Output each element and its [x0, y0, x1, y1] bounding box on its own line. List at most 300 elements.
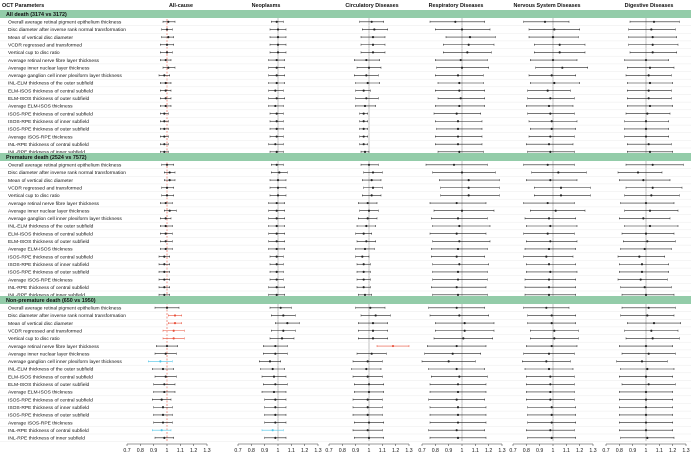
point-estimate: [364, 294, 366, 296]
x-tick-label: 0.8: [136, 448, 144, 454]
point-estimate: [645, 202, 647, 204]
point-estimate: [454, 21, 456, 23]
point-estimate: [369, 307, 371, 309]
column-header-4: Nervous System Diseases: [513, 3, 581, 9]
parameter-label: Disc diameter after inverse rank normal transformation: [8, 28, 126, 34]
parameter-label: Mean of vertical disc diameter: [8, 35, 73, 41]
point-estimate: [645, 391, 647, 393]
point-estimate: [553, 28, 555, 30]
point-estimate: [163, 74, 165, 76]
point-estimate: [363, 143, 365, 145]
point-estimate: [652, 51, 654, 53]
point-estimate: [163, 294, 165, 296]
point-estimate: [557, 171, 559, 173]
parameter-label: ISOS-RPE thickness of inner subfield: [8, 405, 90, 411]
point-estimate: [448, 360, 450, 362]
point-estimate: [163, 278, 165, 280]
point-estimate: [645, 59, 647, 61]
point-estimate: [645, 406, 647, 408]
point-estimate: [166, 28, 168, 30]
point-estimate: [163, 437, 165, 439]
point-estimate: [457, 414, 459, 416]
point-estimate: [286, 322, 288, 324]
point-estimate: [458, 263, 460, 265]
point-estimate: [650, 28, 652, 30]
point-estimate: [277, 44, 279, 46]
point-estimate: [559, 44, 561, 46]
point-estimate: [368, 383, 370, 385]
point-estimate: [653, 21, 655, 23]
point-estimate: [456, 113, 458, 115]
point-estimate: [553, 337, 555, 339]
point-estimate: [163, 151, 165, 153]
point-estimate: [367, 406, 369, 408]
parameter-label: Average ganglion cell inner plexiform layer thickness: [8, 217, 122, 223]
point-estimate: [280, 307, 282, 309]
point-estimate: [372, 322, 374, 324]
point-estimate: [367, 414, 369, 416]
point-estimate: [371, 179, 373, 181]
x-tick-label: 0.7: [325, 448, 333, 454]
x-tick-label: 1.1: [378, 448, 386, 454]
point-estimate: [277, 187, 279, 189]
point-estimate: [646, 113, 648, 115]
x-tick-label: 0.9: [445, 448, 453, 454]
point-estimate: [458, 240, 460, 242]
x-tick-label: 0.8: [247, 448, 255, 454]
point-estimate: [646, 314, 648, 316]
point-estimate: [645, 128, 647, 130]
point-estimate: [456, 368, 458, 370]
point-estimate: [549, 240, 551, 242]
point-estimate: [163, 143, 165, 145]
point-estimate: [163, 271, 165, 273]
point-estimate: [371, 194, 373, 196]
point-estimate: [363, 135, 365, 137]
point-estimate: [548, 368, 550, 370]
parameter-label: ELM-ISOS thickness of central subfield: [8, 89, 93, 95]
point-estimate: [648, 90, 650, 92]
point-estimate: [363, 233, 365, 235]
point-estimate: [276, 128, 278, 130]
point-estimate: [282, 330, 284, 332]
point-estimate: [457, 406, 459, 408]
point-estimate: [551, 128, 553, 130]
parameter-label: Disc diameter after inverse rank normal transformation: [8, 171, 126, 177]
point-estimate: [159, 360, 161, 362]
parameter-label: ISOS-RPE thickness of inner subfield: [8, 119, 90, 125]
point-estimate: [461, 28, 463, 30]
point-estimate: [274, 414, 276, 416]
oct-parameters-header: OCT Parameters: [2, 3, 45, 9]
point-estimate: [162, 414, 164, 416]
point-estimate: [165, 90, 167, 92]
point-estimate: [468, 44, 470, 46]
point-estimate: [363, 113, 365, 115]
point-estimate: [274, 406, 276, 408]
parameter-label: Average ELM-ISOS thickness: [8, 104, 73, 110]
point-estimate: [163, 256, 165, 258]
x-tick-label: 1.3: [203, 448, 211, 454]
parameter-label: Average inner nuclear layer thickness: [8, 66, 90, 72]
point-estimate: [549, 271, 551, 273]
x-tick-label: 1.1: [655, 448, 663, 454]
x-tick-label: 1: [644, 448, 648, 454]
point-estimate: [648, 383, 650, 385]
parameter-label: INL-RPE thickness of inner subfield: [8, 436, 85, 442]
point-estimate: [276, 233, 278, 235]
point-estimate: [368, 391, 370, 393]
point-estimate: [548, 217, 550, 219]
point-estimate: [166, 164, 168, 166]
point-estimate: [365, 97, 367, 99]
point-estimate: [457, 271, 459, 273]
column-header-5: Digestive Diseases: [624, 3, 674, 9]
parameter-label: Vertical cup to disc ratio: [8, 51, 60, 57]
x-tick-label: 0.7: [602, 448, 610, 454]
x-tick-label: 1.3: [589, 448, 597, 454]
parameter-label: Average inner nuclear layer thickness: [8, 209, 90, 215]
parameter-label: ISOS-RPE thickness of central subfield: [8, 112, 93, 118]
column-header-0: All-cause: [169, 3, 193, 9]
parameter-label: Mean of vertical disc diameter: [8, 321, 73, 327]
parameter-label: Average retinal nerve fibre layer thickness: [8, 344, 99, 350]
point-estimate: [361, 256, 363, 258]
point-estimate: [166, 44, 168, 46]
x-tick-label: 1: [276, 448, 280, 454]
x-tick-label: 1.2: [485, 448, 493, 454]
point-estimate: [648, 353, 650, 355]
point-estimate: [469, 36, 471, 38]
point-estimate: [276, 286, 278, 288]
point-estimate: [282, 314, 284, 316]
x-tick-label: 0.7: [123, 448, 131, 454]
point-estimate: [277, 179, 279, 181]
point-estimate: [367, 217, 369, 219]
parameter-label: INL-RPE thickness of central subfield: [8, 285, 89, 291]
parameter-label: ELM-ISOS thickness of central subfield: [8, 232, 93, 238]
point-estimate: [166, 345, 168, 347]
point-estimate: [644, 286, 646, 288]
point-estimate: [273, 391, 275, 393]
point-estimate: [553, 82, 555, 84]
parameter-label: Vertical cup to disc ratio: [8, 337, 60, 343]
point-estimate: [276, 217, 278, 219]
point-estimate: [458, 376, 460, 378]
x-tick-label: 0.9: [536, 448, 544, 454]
point-estimate: [549, 113, 551, 115]
point-estimate: [364, 248, 366, 250]
point-estimate: [453, 164, 455, 166]
point-estimate: [641, 271, 643, 273]
point-estimate: [367, 429, 369, 431]
parameter-label: Mean of vertical disc diameter: [8, 178, 73, 184]
section-band-2: [0, 296, 691, 304]
point-estimate: [372, 36, 374, 38]
point-estimate: [269, 360, 271, 362]
point-estimate: [161, 429, 163, 431]
point-estimate: [561, 67, 563, 69]
point-estimate: [645, 345, 647, 347]
section-title-0: All death (3174 vs 3172): [6, 12, 67, 19]
point-estimate: [653, 322, 655, 324]
point-estimate: [646, 437, 648, 439]
point-estimate: [641, 263, 643, 265]
point-estimate: [364, 151, 366, 153]
point-estimate: [165, 82, 167, 84]
parameter-label: Average inner nuclear layer thickness: [8, 352, 90, 358]
point-estimate: [646, 240, 648, 242]
point-estimate: [276, 225, 278, 227]
point-estimate: [461, 210, 463, 212]
point-estimate: [165, 105, 167, 107]
point-estimate: [456, 429, 458, 431]
point-estimate: [458, 314, 460, 316]
point-estimate: [276, 21, 278, 23]
parameter-label: INL-RPE thickness of central subfield: [8, 428, 89, 434]
x-tick-label: 0.7: [234, 448, 242, 454]
point-estimate: [555, 210, 557, 212]
x-tick-label: 1.1: [176, 448, 184, 454]
point-estimate: [163, 128, 165, 130]
point-estimate: [276, 113, 278, 115]
x-tick-label: 1.3: [498, 448, 506, 454]
point-estimate: [648, 74, 650, 76]
point-estimate: [456, 307, 458, 309]
point-estimate: [276, 82, 278, 84]
parameter-label: Vertical cup to disc ratio: [8, 194, 60, 200]
point-estimate: [166, 51, 168, 53]
point-estimate: [372, 44, 374, 46]
point-estimate: [548, 286, 550, 288]
parameter-label: ISOS-RPE thickness of outer subfield: [8, 127, 90, 133]
point-estimate: [163, 263, 165, 265]
x-tick-label: 1: [165, 448, 169, 454]
point-estimate: [276, 240, 278, 242]
point-estimate: [277, 194, 279, 196]
point-estimate: [548, 278, 550, 280]
x-tick-label: 1.2: [392, 448, 400, 454]
point-estimate: [365, 225, 367, 227]
point-estimate: [458, 82, 460, 84]
point-estimate: [276, 67, 278, 69]
point-estimate: [363, 120, 365, 122]
point-estimate: [545, 360, 547, 362]
point-estimate: [165, 217, 167, 219]
point-estimate: [551, 322, 553, 324]
point-estimate: [173, 330, 175, 332]
point-estimate: [456, 256, 458, 258]
point-estimate: [649, 67, 651, 69]
parameter-label: ELM-ISOS thickness of outer subfield: [8, 240, 90, 245]
point-estimate: [652, 44, 654, 46]
parameter-label: Average retinal nerve fibre layer thickness: [8, 201, 99, 207]
point-estimate: [457, 143, 459, 145]
x-tick-label: 1.3: [405, 448, 413, 454]
point-estimate: [276, 256, 278, 258]
point-estimate: [544, 21, 546, 23]
point-estimate: [368, 164, 370, 166]
parameter-label: Average ELM-ISOS thickness: [8, 247, 73, 253]
point-estimate: [648, 143, 650, 145]
point-estimate: [363, 271, 365, 273]
point-estimate: [368, 67, 370, 69]
x-tick-label: 0.7: [418, 448, 426, 454]
column-header-1: Neoplasms: [251, 3, 281, 9]
section-title-1: Premature death (2524 vs 7572): [6, 155, 87, 162]
point-estimate: [165, 59, 167, 61]
parameter-label: INL-ELM thickness of the outer subfield: [8, 367, 94, 373]
point-estimate: [276, 120, 278, 122]
point-estimate: [551, 437, 553, 439]
x-tick-label: 0.8: [338, 448, 346, 454]
point-estimate: [169, 179, 171, 181]
point-estimate: [166, 187, 168, 189]
x-tick-label: 0.9: [261, 448, 269, 454]
point-estimate: [365, 74, 367, 76]
parameter-label: Overall average retinal pigment epithelium thickness: [8, 163, 122, 169]
point-estimate: [548, 263, 550, 265]
point-estimate: [457, 217, 459, 219]
point-estimate: [460, 59, 462, 61]
x-tick-label: 0.7: [509, 448, 517, 454]
parameter-label: Average ELM-ISOS thickness: [8, 390, 73, 396]
column-header-3: Respiratory Diseases: [428, 3, 484, 9]
point-estimate: [641, 360, 643, 362]
point-estimate: [650, 194, 652, 196]
parameter-label: VCDR regressed and transformed: [8, 186, 82, 192]
parameter-label: Average ISOS-RPE thickness: [8, 278, 73, 284]
point-estimate: [165, 376, 167, 378]
point-estimate: [551, 406, 553, 408]
point-estimate: [559, 51, 561, 53]
point-estimate: [174, 314, 176, 316]
point-estimate: [545, 307, 547, 309]
point-estimate: [551, 345, 553, 347]
point-estimate: [368, 437, 370, 439]
point-estimate: [649, 210, 651, 212]
point-estimate: [457, 294, 459, 296]
point-estimate: [637, 171, 639, 173]
point-estimate: [560, 187, 562, 189]
x-tick-label: 1.1: [287, 448, 295, 454]
point-estimate: [372, 337, 374, 339]
point-estimate: [645, 414, 647, 416]
point-estimate: [645, 120, 647, 122]
point-estimate: [276, 202, 278, 204]
point-estimate: [457, 278, 459, 280]
point-estimate: [549, 225, 551, 227]
x-tick-label: 0.8: [615, 448, 623, 454]
point-estimate: [277, 28, 279, 30]
x-tick-label: 0.9: [352, 448, 360, 454]
point-estimate: [547, 90, 549, 92]
x-tick-label: 0.8: [431, 448, 439, 454]
point-estimate: [274, 399, 276, 401]
point-estimate: [464, 330, 466, 332]
point-estimate: [365, 59, 367, 61]
point-estimate: [367, 202, 369, 204]
point-estimate: [638, 256, 640, 258]
parameter-label: Average ganglion cell inner plexiform layer thickness: [8, 74, 122, 80]
point-estimate: [547, 202, 549, 204]
point-estimate: [274, 143, 276, 145]
point-estimate: [548, 353, 550, 355]
point-estimate: [461, 171, 463, 173]
point-estimate: [468, 194, 470, 196]
point-estimate: [276, 210, 278, 212]
point-estimate: [274, 353, 276, 355]
point-estimate: [551, 421, 553, 423]
point-estimate: [165, 233, 167, 235]
point-estimate: [375, 314, 377, 316]
x-tick-label: 0.9: [150, 448, 158, 454]
point-estimate: [645, 376, 647, 378]
point-estimate: [276, 248, 278, 250]
point-estimate: [273, 376, 275, 378]
section-title-2: Non-premature death (650 vs 1950): [6, 298, 96, 305]
point-estimate: [549, 179, 551, 181]
point-estimate: [363, 90, 365, 92]
point-estimate: [551, 120, 553, 122]
parameter-label: ISOS-RPE thickness of central subfield: [8, 398, 93, 404]
point-estimate: [162, 368, 164, 370]
point-estimate: [167, 67, 169, 69]
point-estimate: [652, 164, 654, 166]
x-tick-label: 0.8: [522, 448, 530, 454]
point-estimate: [373, 28, 375, 30]
point-estimate: [549, 376, 551, 378]
point-estimate: [642, 217, 644, 219]
point-estimate: [371, 353, 373, 355]
point-estimate: [468, 187, 470, 189]
point-estimate: [547, 233, 549, 235]
point-estimate: [372, 187, 374, 189]
section-band-1: [0, 153, 691, 161]
x-tick-label: 1.2: [190, 448, 198, 454]
point-estimate: [272, 429, 274, 431]
x-tick-label: 1: [367, 448, 371, 454]
point-estimate: [274, 421, 276, 423]
x-tick-label: 1.1: [562, 448, 570, 454]
point-estimate: [363, 286, 365, 288]
point-estimate: [652, 337, 654, 339]
point-estimate: [644, 248, 646, 250]
point-estimate: [363, 278, 365, 280]
point-estimate: [165, 353, 167, 355]
point-estimate: [367, 360, 369, 362]
point-estimate: [456, 202, 458, 204]
point-estimate: [169, 171, 171, 173]
point-estimate: [276, 164, 278, 166]
parameter-label: ELM-ISOS thickness of central subfield: [8, 375, 93, 381]
point-estimate: [552, 36, 554, 38]
parameter-label: VCDR regressed and transformed: [8, 43, 82, 49]
point-estimate: [642, 179, 644, 181]
point-estimate: [276, 151, 278, 153]
x-tick-label: 1.1: [471, 448, 479, 454]
point-estimate: [456, 286, 458, 288]
point-estimate: [456, 345, 458, 347]
x-tick-label: 0.9: [629, 448, 637, 454]
point-estimate: [649, 105, 651, 107]
x-tick-label: 1.3: [682, 448, 690, 454]
x-tick-label: 1.2: [301, 448, 309, 454]
parameter-label: ISOS-RPE thickness of inner subfield: [8, 262, 90, 268]
point-estimate: [458, 105, 460, 107]
point-estimate: [468, 179, 470, 181]
point-estimate: [372, 330, 374, 332]
